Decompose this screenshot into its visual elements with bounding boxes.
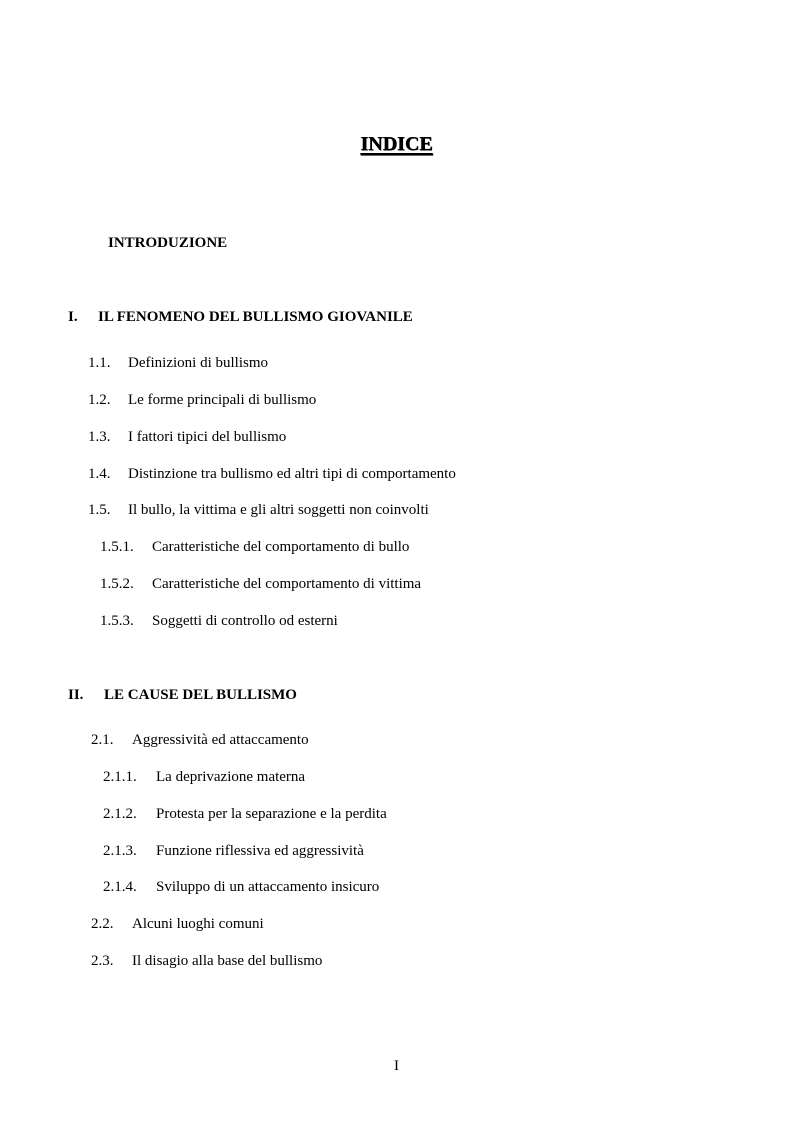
toc-subsection-2-1-4 bbox=[103, 878, 379, 896]
toc-section-2-3 bbox=[91, 952, 322, 970]
toc-subsection-1-5-3 bbox=[100, 612, 338, 630]
toc-subsection-title: Soggetti di controllo od esterni bbox=[152, 613, 338, 629]
toc-subsection-title: Caratteristiche del comportamento di bullo bbox=[152, 539, 410, 555]
page-title: INDICE bbox=[360, 133, 433, 155]
toc-subsection-number: 2.1.2. bbox=[103, 806, 137, 822]
toc-section-number: 1.3. bbox=[88, 429, 111, 445]
toc-section-number: 1.2. bbox=[88, 392, 111, 408]
toc-section-title: Alcuni luoghi comuni bbox=[132, 916, 264, 932]
toc-subsection-1-5-2 bbox=[100, 575, 421, 593]
toc-chapter-title: LE CAUSE DEL BULLISMO bbox=[104, 687, 297, 703]
toc-section-2-1 bbox=[91, 731, 309, 749]
toc-subsection-2-1-1 bbox=[103, 768, 305, 786]
toc-chapter-2 bbox=[68, 686, 297, 704]
toc-section-number: 2.3. bbox=[91, 953, 114, 969]
toc-section-title: Definizioni di bullismo bbox=[128, 355, 268, 371]
toc-subsection-title: Funzione riflessiva ed aggressività bbox=[156, 843, 364, 859]
toc-section-number: 1.4. bbox=[88, 466, 111, 482]
toc-section-title: Il bullo, la vittima e gli altri soggetti non coinvolti bbox=[128, 502, 429, 518]
toc-chapter-number: II. bbox=[68, 687, 84, 703]
toc-section-2-2 bbox=[91, 915, 264, 933]
toc-subsection-number: 1.5.2. bbox=[100, 576, 134, 592]
toc-subsection-number: 2.1.4. bbox=[103, 879, 137, 895]
toc-chapter-1 bbox=[68, 308, 413, 326]
toc-chapter-title: IL FENOMENO DEL BULLISMO GIOVANILE bbox=[98, 309, 413, 325]
toc-introduction-label: INTRODUZIONE bbox=[108, 235, 228, 251]
toc-subsection-number: 2.1.3. bbox=[103, 843, 137, 859]
toc-subsection-title: La deprivazione materna bbox=[156, 769, 306, 785]
toc-subsection-title: Sviluppo di un attaccamento insicuro bbox=[156, 879, 380, 895]
toc-section-title: Le forme principali di bullismo bbox=[128, 392, 317, 408]
toc-subsection-number: 1.5.3. bbox=[100, 613, 134, 629]
toc-subsection-1-5-1 bbox=[100, 538, 409, 556]
toc-chapter-number: I. bbox=[68, 309, 78, 325]
toc-section-number: 2.2. bbox=[91, 916, 114, 932]
toc-subsection-2-1-2 bbox=[103, 805, 387, 823]
toc-section-number: 1.1. bbox=[88, 355, 111, 371]
toc-section-number: 2.1. bbox=[91, 732, 114, 748]
toc-section-title: I fattori tipici del bullismo bbox=[128, 429, 287, 445]
toc-section-1-3 bbox=[88, 428, 286, 446]
toc-subsection-2-1-3 bbox=[103, 842, 364, 860]
toc-subsection-number: 2.1.1. bbox=[103, 769, 137, 785]
toc-section-1-4 bbox=[88, 465, 456, 483]
toc-subsection-title: Protesta per la separazione e la perdita bbox=[156, 806, 387, 822]
toc-section-number: 1.5. bbox=[88, 502, 111, 518]
toc-section-1-2 bbox=[88, 391, 316, 409]
toc-section-title: Il disagio alla base del bullismo bbox=[132, 953, 323, 969]
toc-subsection-number: 1.5.1. bbox=[100, 539, 134, 555]
toc-section-1-5 bbox=[88, 501, 429, 519]
page-number: I bbox=[394, 1058, 399, 1074]
toc-section-1-1 bbox=[88, 354, 268, 372]
toc-subsection-title: Caratteristiche del comportamento di vittima bbox=[152, 576, 422, 592]
toc-introduction bbox=[108, 234, 227, 252]
toc-section-title: Aggressività ed attaccamento bbox=[132, 732, 309, 748]
toc-section-title: Distinzione tra bullismo ed altri tipi di comportamento bbox=[128, 466, 456, 482]
